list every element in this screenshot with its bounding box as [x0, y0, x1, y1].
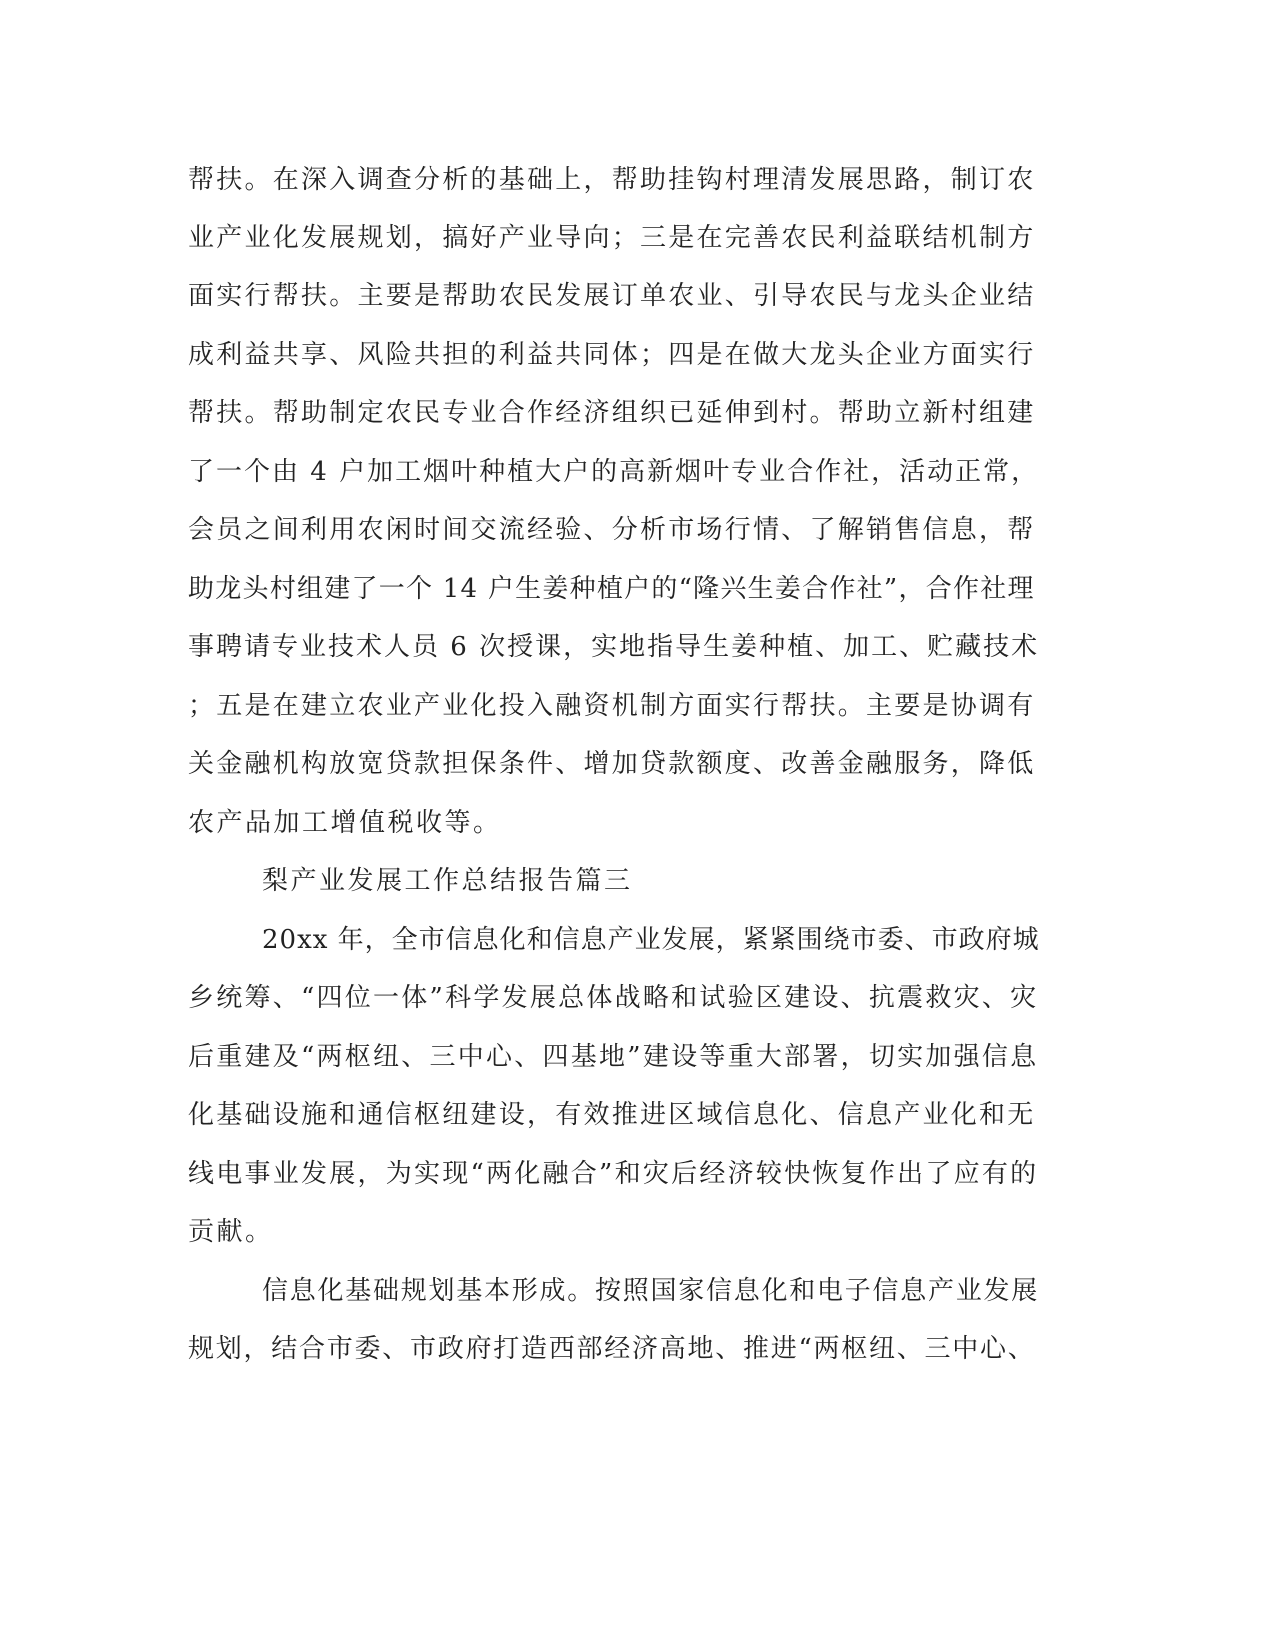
text-line: 后重建及“两枢纽、三中心、四基地”建设等重大部署，切实加强信息	[188, 1042, 1039, 1072]
text-line: 面实行帮扶。主要是帮助农民发展订单农业、引导农民与龙头企业结	[188, 281, 1036, 311]
text-line: ；五是在建立农业产业化投入融资机制方面实行帮扶。主要是协调有	[188, 691, 1036, 721]
section-heading: 梨产业发展工作总结报告篇三	[262, 866, 633, 896]
text-line: 帮扶。在深入调查分析的基础上，帮助挂钩村理清发展思路，制订农	[188, 165, 1036, 195]
text-line: 乡统筹、“四位一体”科学发展总体战略和试验区建设、抗震救灾、灾	[188, 983, 1039, 1013]
text-line: 化基础设施和通信枢纽建设，有效推进区域信息化、信息产业化和无	[188, 1100, 1036, 1130]
text-line: 农产品加工增值税收等。	[188, 808, 502, 838]
text-line: 了一个由 4 户加工烟叶种植大户的高新烟叶专业合作社，活动正常，	[188, 457, 1040, 487]
text-line: 帮扶。帮助制定农民专业合作经济组织已延伸到村。帮助立新村组建	[188, 398, 1036, 428]
text-line: 贡献。	[188, 1217, 274, 1247]
text-line: 业产业化发展规划，搞好产业导向；三是在完善农民利益联结机制方	[188, 223, 1036, 253]
text-line: 规划，结合市委、市政府打造西部经济高地、推进“两枢纽、三中心、	[188, 1334, 1036, 1364]
text-line: 线电事业发展，为实现“两化融合”和灾后经济较快恢复作出了应有的	[188, 1159, 1039, 1189]
text-line: 助龙头村组建了一个 14 户生姜种植户的“隆兴生姜合作社”，合作社理	[188, 574, 1035, 604]
text-line: 事聘请专业技术人员 6 次授课，实地指导生姜种植、加工、贮藏技术	[188, 632, 1040, 662]
text-line: 会员之间利用农闲时间交流经验、分析市场行情、了解销售信息，帮	[188, 515, 1036, 545]
text-line: 信息化基础规划基本形成。按照国家信息化和电子信息产业发展	[262, 1276, 1040, 1306]
text-line: 20xx 年，全市信息化和信息产业发展，紧紧围绕市委、市政府城	[262, 925, 1040, 955]
text-line: 成利益共享、风险共担的利益共同体；四是在做大龙头企业方面实行	[188, 340, 1036, 370]
text-line: 关金融机构放宽贷款担保条件、增加贷款额度、改善金融服务，降低	[188, 749, 1036, 779]
